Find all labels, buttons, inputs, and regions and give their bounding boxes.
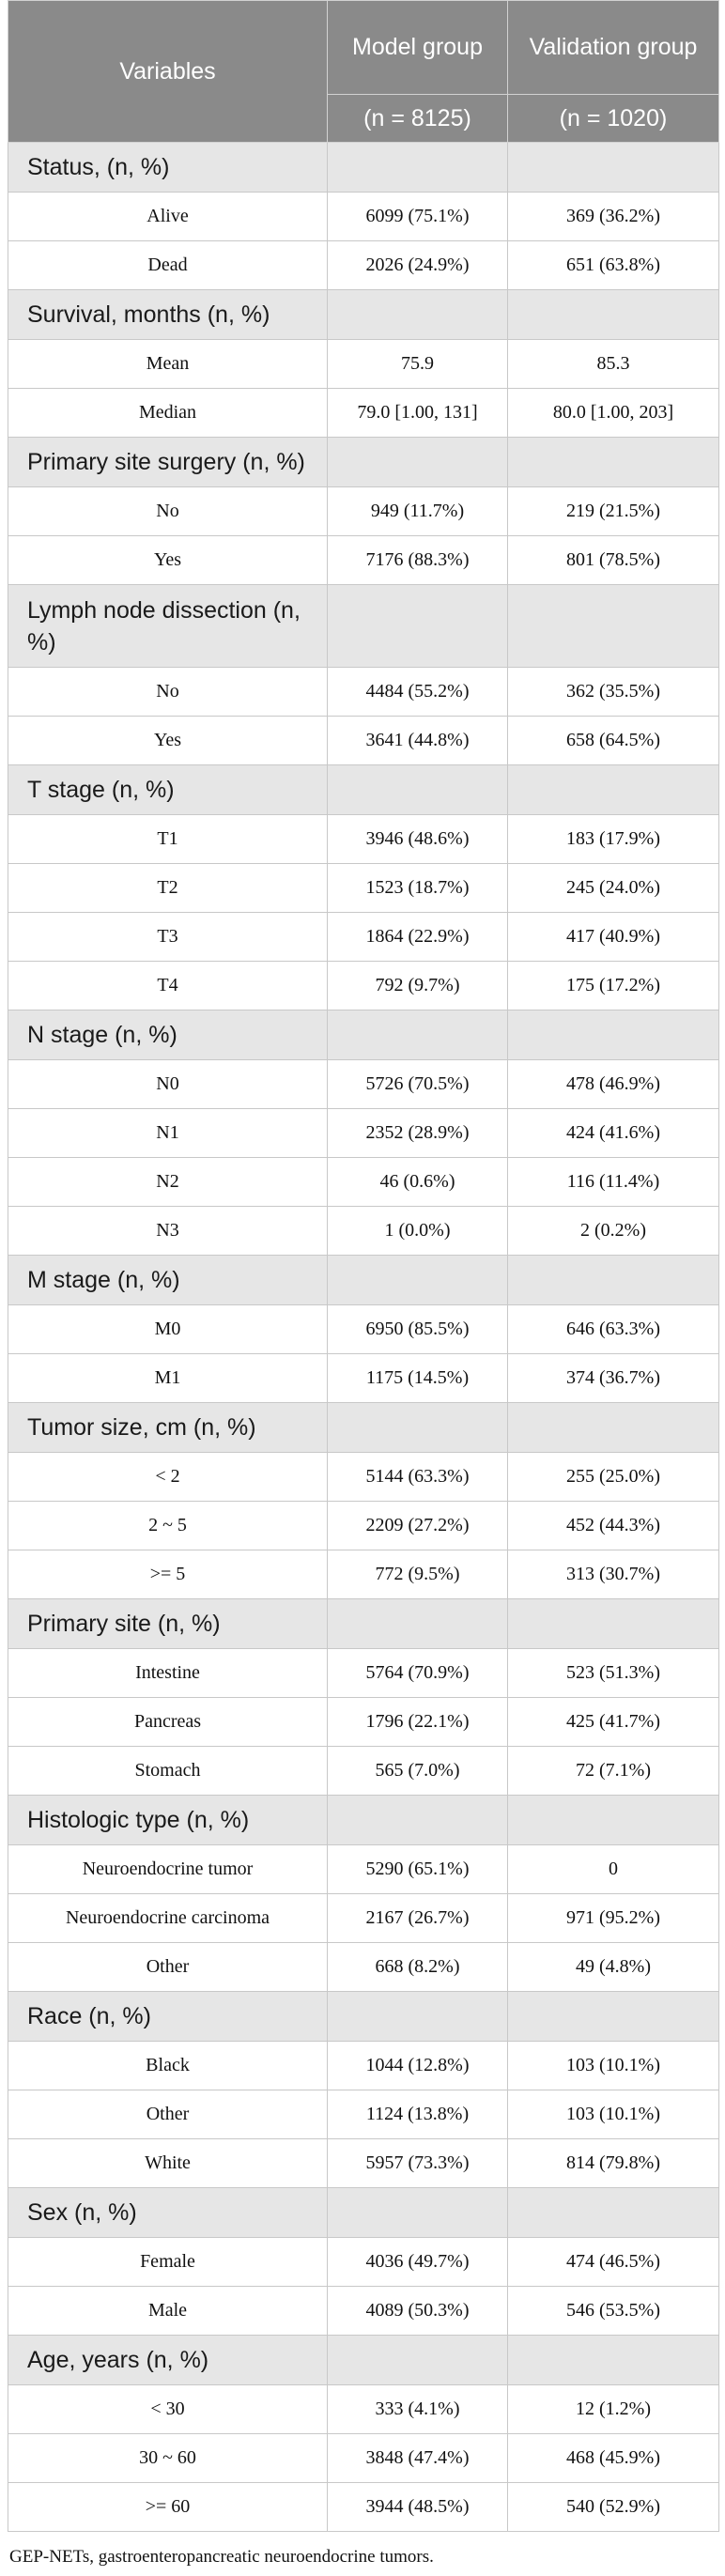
section-title: Sex (n, %) — [8, 2188, 328, 2238]
section-model-cell — [328, 765, 508, 815]
section-validation-cell — [508, 2336, 719, 2385]
section-model-cell — [328, 1256, 508, 1305]
section-header-row — [8, 143, 719, 193]
model-value: 46 (0.6%) — [328, 1158, 508, 1207]
row-label: N1 — [8, 1109, 328, 1158]
model-value: 75.9 — [328, 340, 508, 389]
validation-value: 523 (51.3%) — [508, 1649, 719, 1698]
model-value: 3946 (48.6%) — [328, 815, 508, 864]
section-header-row — [8, 1599, 719, 1649]
table-body — [8, 143, 719, 2532]
validation-value: 49 (4.8%) — [508, 1943, 719, 1992]
section-title: Primary site (n, %) — [8, 1599, 328, 1649]
row-label: T4 — [8, 962, 328, 1010]
validation-value: 374 (36.7%) — [508, 1354, 719, 1403]
row-label: T3 — [8, 913, 328, 962]
row-label: No — [8, 487, 328, 536]
validation-value: 72 (7.1%) — [508, 1747, 719, 1796]
validation-value: 116 (11.4%) — [508, 1158, 719, 1207]
validation-value: 474 (46.5%) — [508, 2238, 719, 2287]
row-label: Yes — [8, 717, 328, 765]
section-model-cell — [328, 438, 508, 487]
model-value: 6099 (75.1%) — [328, 193, 508, 241]
section-title: Survival, months (n, %) — [8, 290, 328, 340]
section-header-row — [8, 1796, 719, 1845]
table-row — [8, 668, 719, 717]
row-label: M0 — [8, 1305, 328, 1354]
row-label: Female — [8, 2238, 328, 2287]
section-header-row — [8, 1010, 719, 1060]
row-label: Median — [8, 389, 328, 438]
row-label: Male — [8, 2287, 328, 2336]
row-label: N0 — [8, 1060, 328, 1109]
table-row — [8, 1698, 719, 1747]
row-label: >= 5 — [8, 1550, 328, 1599]
model-value: 5957 (73.3%) — [328, 2139, 508, 2188]
row-label: Alive — [8, 193, 328, 241]
validation-value: 313 (30.7%) — [508, 1550, 719, 1599]
section-validation-cell — [508, 1796, 719, 1845]
model-value: 1864 (22.9%) — [328, 913, 508, 962]
section-title: N stage (n, %) — [8, 1010, 328, 1060]
table-row — [8, 340, 719, 389]
section-model-cell — [328, 2188, 508, 2238]
row-label: Other — [8, 2090, 328, 2139]
model-value: 5290 (65.1%) — [328, 1845, 508, 1894]
variables-header: Variables — [8, 1, 328, 143]
section-validation-cell — [508, 1403, 719, 1453]
section-validation-cell — [508, 585, 719, 668]
baseline-characteristics-table — [8, 0, 719, 2532]
section-model-cell — [328, 290, 508, 340]
section-model-cell — [328, 585, 508, 668]
validation-value: 2 (0.2%) — [508, 1207, 719, 1256]
validation-value: 658 (64.5%) — [508, 717, 719, 765]
table-row — [8, 2042, 719, 2090]
model-value: 3848 (47.4%) — [328, 2434, 508, 2483]
table-row — [8, 1305, 719, 1354]
table-row — [8, 1649, 719, 1698]
validation-value: 12 (1.2%) — [508, 2385, 719, 2434]
validation-value: 80.0 [1.00, 203] — [508, 389, 719, 438]
validation-value: 452 (44.3%) — [508, 1502, 719, 1550]
table-row — [8, 389, 719, 438]
section-validation-cell — [508, 2188, 719, 2238]
section-validation-cell — [508, 1992, 719, 2042]
model-value: 3641 (44.8%) — [328, 717, 508, 765]
section-header-row — [8, 438, 719, 487]
table-row — [8, 536, 719, 585]
model-value: 333 (4.1%) — [328, 2385, 508, 2434]
row-label: Pancreas — [8, 1698, 328, 1747]
section-model-cell — [328, 1599, 508, 1649]
section-title: Status, (n, %) — [8, 143, 328, 193]
table-footnote: GEP-NETs, gastroenteropancreatic neuroendocrine tumors. — [9, 2547, 434, 2567]
model-group-count: (n = 8125) — [328, 95, 508, 143]
row-label: < 2 — [8, 1453, 328, 1502]
validation-group-header: Validation group — [508, 1, 719, 95]
section-title: Tumor size, cm (n, %) — [8, 1403, 328, 1453]
row-label: Stomach — [8, 1747, 328, 1796]
validation-value: 814 (79.8%) — [508, 2139, 719, 2188]
table-row — [8, 1894, 719, 1943]
validation-value: 417 (40.9%) — [508, 913, 719, 962]
model-value: 668 (8.2%) — [328, 1943, 508, 1992]
validation-value: 369 (36.2%) — [508, 193, 719, 241]
model-group-header: Model group — [328, 1, 508, 95]
table-row — [8, 487, 719, 536]
section-model-cell — [328, 1010, 508, 1060]
model-value: 6950 (85.5%) — [328, 1305, 508, 1354]
row-label: Neuroendocrine tumor — [8, 1845, 328, 1894]
validation-value: 651 (63.8%) — [508, 241, 719, 290]
section-header-row — [8, 765, 719, 815]
model-value: 2209 (27.2%) — [328, 1502, 508, 1550]
model-value: 792 (9.7%) — [328, 962, 508, 1010]
table-row — [8, 193, 719, 241]
table-row — [8, 717, 719, 765]
validation-value: 103 (10.1%) — [508, 2090, 719, 2139]
table-row — [8, 241, 719, 290]
section-header-row — [8, 2336, 719, 2385]
section-validation-cell — [508, 1256, 719, 1305]
section-title: Lymph node dissection (n, %) — [8, 585, 328, 668]
table-row — [8, 2287, 719, 2336]
model-value: 79.0 [1.00, 131] — [328, 389, 508, 438]
model-value: 1044 (12.8%) — [328, 2042, 508, 2090]
row-label: >= 60 — [8, 2483, 328, 2532]
section-validation-cell — [508, 438, 719, 487]
section-validation-cell — [508, 143, 719, 193]
row-label: White — [8, 2139, 328, 2188]
section-title: T stage (n, %) — [8, 765, 328, 815]
row-label: Other — [8, 1943, 328, 1992]
section-model-cell — [328, 2336, 508, 2385]
table-row — [8, 1845, 719, 1894]
validation-group-count: (n = 1020) — [508, 95, 719, 143]
validation-value: 103 (10.1%) — [508, 2042, 719, 2090]
table-row — [8, 913, 719, 962]
section-model-cell — [328, 1992, 508, 2042]
table-row — [8, 864, 719, 913]
validation-value: 646 (63.3%) — [508, 1305, 719, 1354]
validation-value: 219 (21.5%) — [508, 487, 719, 536]
model-value: 4484 (55.2%) — [328, 668, 508, 717]
model-value: 565 (7.0%) — [328, 1747, 508, 1796]
row-label: T1 — [8, 815, 328, 864]
model-value: 5144 (63.3%) — [328, 1453, 508, 1502]
validation-value: 425 (41.7%) — [508, 1698, 719, 1747]
table-row — [8, 1060, 719, 1109]
model-value: 772 (9.5%) — [328, 1550, 508, 1599]
section-title: M stage (n, %) — [8, 1256, 328, 1305]
validation-value: 0 — [508, 1845, 719, 1894]
table-row — [8, 2238, 719, 2287]
section-header-row — [8, 1403, 719, 1453]
table-row — [8, 1109, 719, 1158]
model-value: 1796 (22.1%) — [328, 1698, 508, 1747]
row-label: Neuroendocrine carcinoma — [8, 1894, 328, 1943]
row-label: Mean — [8, 340, 328, 389]
section-title: Race (n, %) — [8, 1992, 328, 2042]
validation-value: 255 (25.0%) — [508, 1453, 719, 1502]
table-row — [8, 2385, 719, 2434]
table-row — [8, 1747, 719, 1796]
row-label: No — [8, 668, 328, 717]
section-title: Age, years (n, %) — [8, 2336, 328, 2385]
validation-value: 546 (53.5%) — [508, 2287, 719, 2336]
baseline-characteristics-table-container — [8, 0, 718, 2532]
model-value: 4036 (49.7%) — [328, 2238, 508, 2287]
section-validation-cell — [508, 1010, 719, 1060]
model-value: 7176 (88.3%) — [328, 536, 508, 585]
validation-value: 540 (52.9%) — [508, 2483, 719, 2532]
validation-value: 971 (95.2%) — [508, 1894, 719, 1943]
model-value: 5726 (70.5%) — [328, 1060, 508, 1109]
validation-value: 245 (24.0%) — [508, 864, 719, 913]
section-validation-cell — [508, 1599, 719, 1649]
table-header — [8, 1, 719, 143]
section-header-row — [8, 585, 719, 668]
section-header-row — [8, 1992, 719, 2042]
table-row — [8, 1943, 719, 1992]
table-row — [8, 1354, 719, 1403]
row-label: Intestine — [8, 1649, 328, 1698]
validation-value: 183 (17.9%) — [508, 815, 719, 864]
row-label: M1 — [8, 1354, 328, 1403]
table-row — [8, 2090, 719, 2139]
section-model-cell — [328, 143, 508, 193]
table-row — [8, 815, 719, 864]
model-value: 4089 (50.3%) — [328, 2287, 508, 2336]
table-row — [8, 1502, 719, 1550]
section-header-row — [8, 290, 719, 340]
section-title: Histologic type (n, %) — [8, 1796, 328, 1845]
model-value: 1175 (14.5%) — [328, 1354, 508, 1403]
section-header-row — [8, 1256, 719, 1305]
section-model-cell — [328, 1403, 508, 1453]
row-label: < 30 — [8, 2385, 328, 2434]
table-row — [8, 2434, 719, 2483]
table-row — [8, 1207, 719, 1256]
row-label: 2 ~ 5 — [8, 1502, 328, 1550]
row-label: N2 — [8, 1158, 328, 1207]
row-label: Dead — [8, 241, 328, 290]
section-title: Primary site surgery (n, %) — [8, 438, 328, 487]
table-row — [8, 2139, 719, 2188]
section-header-row — [8, 2188, 719, 2238]
model-value: 2352 (28.9%) — [328, 1109, 508, 1158]
validation-value: 424 (41.6%) — [508, 1109, 719, 1158]
model-value: 1523 (18.7%) — [328, 864, 508, 913]
model-value: 3944 (48.5%) — [328, 2483, 508, 2532]
validation-value: 801 (78.5%) — [508, 536, 719, 585]
table-row — [8, 2483, 719, 2532]
section-model-cell — [328, 1796, 508, 1845]
model-value: 5764 (70.9%) — [328, 1649, 508, 1698]
validation-value: 468 (45.9%) — [508, 2434, 719, 2483]
row-label: 30 ~ 60 — [8, 2434, 328, 2483]
row-label: Black — [8, 2042, 328, 2090]
validation-value: 85.3 — [508, 340, 719, 389]
table-row — [8, 1453, 719, 1502]
model-value: 949 (11.7%) — [328, 487, 508, 536]
table-row — [8, 962, 719, 1010]
section-validation-cell — [508, 765, 719, 815]
table-row — [8, 1550, 719, 1599]
row-label: Yes — [8, 536, 328, 585]
section-validation-cell — [508, 290, 719, 340]
row-label: N3 — [8, 1207, 328, 1256]
model-value: 2167 (26.7%) — [328, 1894, 508, 1943]
model-value: 1 (0.0%) — [328, 1207, 508, 1256]
validation-value: 362 (35.5%) — [508, 668, 719, 717]
row-label: T2 — [8, 864, 328, 913]
table-row — [8, 1158, 719, 1207]
model-value: 1124 (13.8%) — [328, 2090, 508, 2139]
model-value: 2026 (24.9%) — [328, 241, 508, 290]
validation-value: 478 (46.9%) — [508, 1060, 719, 1109]
validation-value: 175 (17.2%) — [508, 962, 719, 1010]
